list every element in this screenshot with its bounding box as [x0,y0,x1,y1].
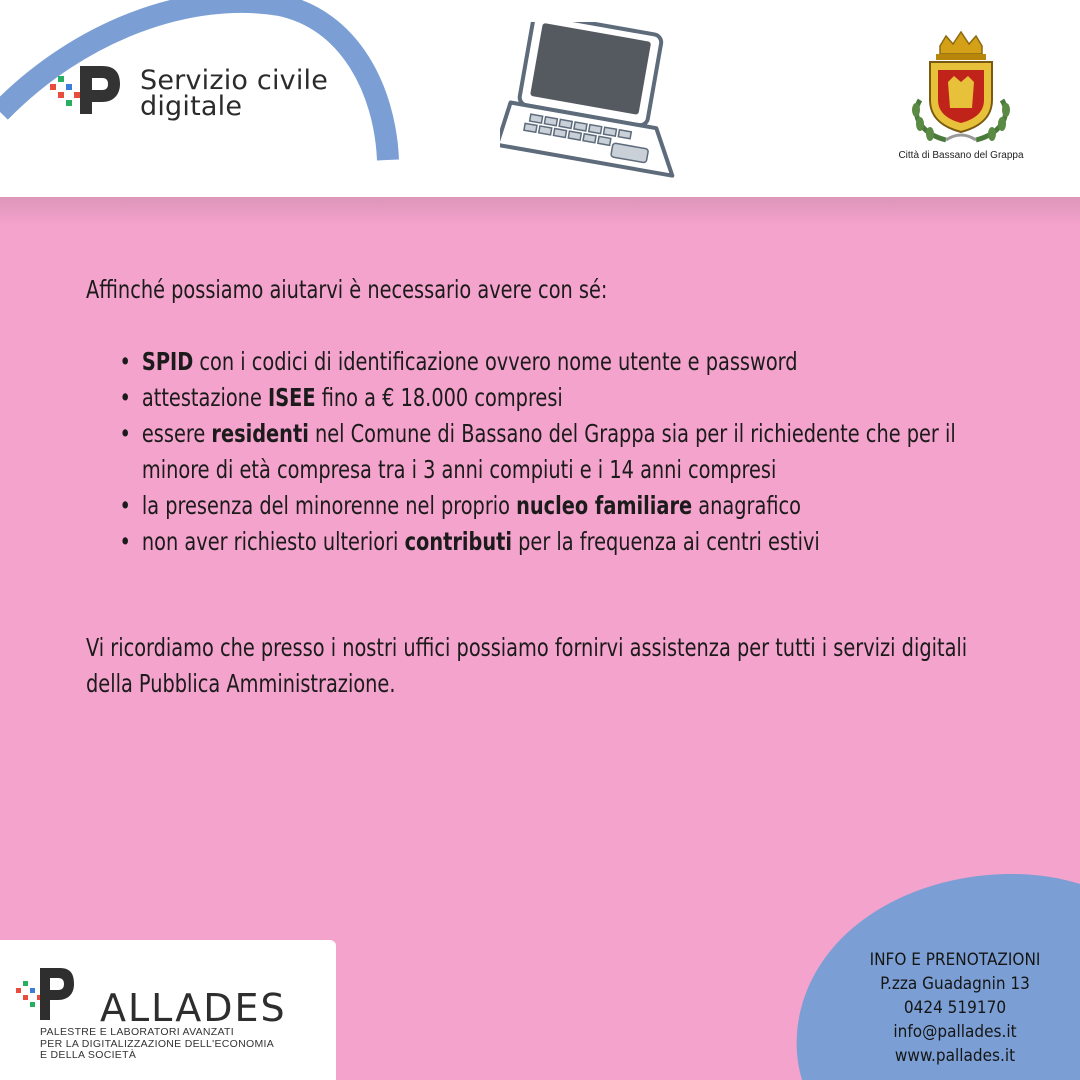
requirement-keyword: SPID [141,347,194,376]
pallades-name-visible: ALLADES [100,986,287,1030]
service-title-line2: digitale [140,91,243,122]
requirement-keyword: residenti [211,419,309,448]
main-content [86,272,968,727]
info-block [861,948,1050,1068]
requirements-list [86,344,1002,560]
city-crest-icon [906,30,1016,148]
info-phone[interactable]: 0424 519170 [903,998,1007,1018]
info-title: INFO E PRENOTAZIONI [869,950,1041,970]
header-shadow [0,197,1080,225]
header-band [0,0,1080,197]
requirement-residence: • essere residenti nel Comune di Bassano del Grappa sia per il richiedente che per il minore di età compresa tra i 3 anni compiuti e i 14 anni compresi [142,416,1002,488]
requirement-spid: • SPID con i codici di identificazione ovvero nome utente e password [142,344,1002,380]
intro-text: Affinché possiamo aiutarvi è necessario avere con sé: [86,275,608,304]
outro-text: Vi ricordiamo che presso i nostri uffici possiamo fornirvi assistenza per tutti i servizi digitali della Pubblica Amministrazione. [86,633,968,698]
requirement-keyword: contributi [404,527,513,556]
service-title-line1: Servizio civile [140,65,329,96]
info-website[interactable]: www.pallades.it [894,1046,1016,1066]
requirement-isee: • attestazione ISEE fino a € 18.000 compresi [142,380,1002,416]
laptop-icon [500,22,700,182]
requirement-family: • la presenza del minorenne nel proprio nucleo familiare anagrafico [142,488,1002,524]
city-caption: Città di Bassano del Grappa [898,150,1024,161]
service-logo-icon [50,64,122,116]
pallades-subtitle: PALESTRE E LABORATORI AVANZATI PER LA DIGITALIZZAZIONE DELL'ECONOMIA E DELLA SOCIETÀ [40,1026,275,1061]
service-title [140,65,329,122]
info-email[interactable]: info@pallades.it [893,1022,1017,1042]
requirement-contributions: • non aver richiesto ulteriori contributi per la frequenza ai centri estivi [142,524,1002,560]
requirement-keyword: ISEE [267,383,316,412]
requirement-keyword: nucleo familiare [516,491,693,520]
info-address: P.zza Guadagnin 13 [880,974,1030,994]
